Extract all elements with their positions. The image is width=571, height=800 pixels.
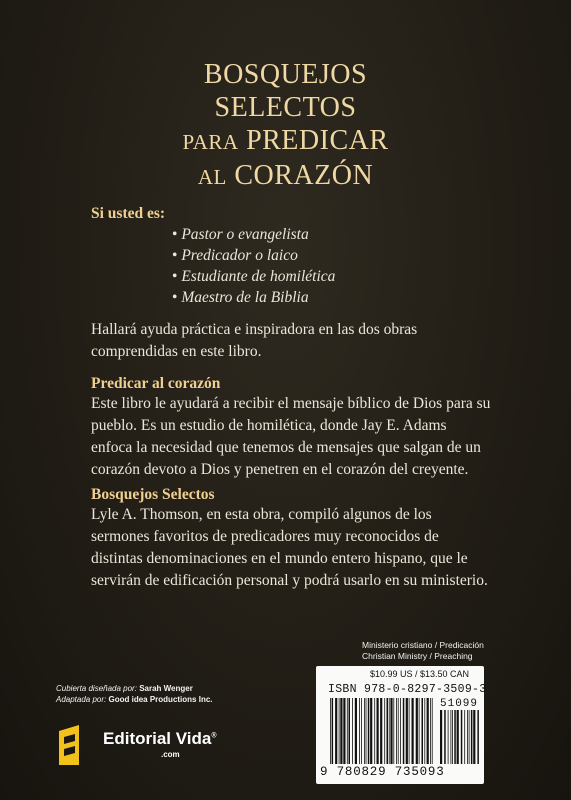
publisher-domain: .com — [161, 750, 180, 759]
ean-digits: 9 780829 735093 — [320, 765, 445, 779]
audience-item: • Maestro de la Biblia — [172, 287, 335, 308]
title-line-4-big: CORAZÓN — [234, 160, 374, 191]
book-title — [0, 58, 571, 194]
title-line-3-big: PREDICAR — [246, 125, 389, 156]
title-line-3-small: PARA — [182, 130, 239, 154]
title-line-2: SELECTOS — [214, 92, 357, 123]
category-label — [362, 640, 484, 662]
publisher-name — [103, 729, 217, 749]
price-label: $10.99 US / $13.50 CAN — [370, 669, 470, 679]
design-credits — [56, 683, 213, 705]
title-line-1: BOSQUEJOS — [203, 59, 368, 90]
cover-credit-label: Cubierta diseñada por: — [56, 684, 137, 693]
cover-credit-name: Sarah Wenger — [139, 684, 193, 693]
supplement-barcode — [440, 710, 480, 764]
adapt-credit-name: Good idea Productions Inc. — [108, 695, 213, 704]
title-line-4-small: AL — [197, 165, 227, 189]
section-heading-bosquejos: Bosquejos Selectos — [91, 486, 215, 503]
publisher-logo — [57, 719, 237, 767]
title-line-3 — [0, 124, 571, 159]
registered-mark: ® — [211, 732, 217, 740]
summary-text: Hallará ayuda práctica e inspiradora en las dos obras comprendidas en este libro. — [91, 321, 418, 360]
category-en: Christian Ministry / Preaching — [362, 651, 473, 661]
isbn-number: ISBN 978-0-8297-3509-3 — [328, 683, 487, 696]
adapt-credit-label: Adaptada por: — [56, 695, 107, 704]
publisher-name-a: Editorial — [103, 729, 176, 748]
title-line-4 — [0, 159, 571, 194]
publisher-mark-icon — [59, 721, 79, 765]
category-es: Ministerio cristiano / Predicación — [362, 640, 484, 650]
intro-heading: Si usted es: — [91, 205, 166, 222]
section-heading-predicar: Predicar al corazón — [91, 375, 221, 392]
barcode-panel — [316, 666, 487, 784]
price-supplement-digits: 51099 — [440, 698, 479, 710]
publisher-name-b: Vida — [175, 729, 212, 748]
audience-item: • Predicador o laico — [172, 245, 335, 266]
section-body-predicar: Este libro le ayudará a recibir el mensaje bíblico de Dios para su pueblo. Es un estudio de homilética, donde Jay E. Adams enfoca la necesidad que tenemos de mensajes que salgan de un corazón devoto a Dios y penetren en el corazón del creyente. — [91, 395, 491, 478]
ean-barcode — [330, 698, 434, 764]
audience-list — [172, 224, 335, 308]
audience-item: • Estudiante de homilética — [172, 266, 335, 287]
audience-item: • Pastor o evangelista — [172, 224, 335, 245]
section-body-bosquejos: Lyle A. Thomson, en esta obra, compiló algunos de los sermones favoritos de predicadores muy reconocidos de distintas denominaciones en el mundo entero hispano, que le servirán de edificación personal y podrá usarlo en su ministerio. — [91, 506, 488, 589]
